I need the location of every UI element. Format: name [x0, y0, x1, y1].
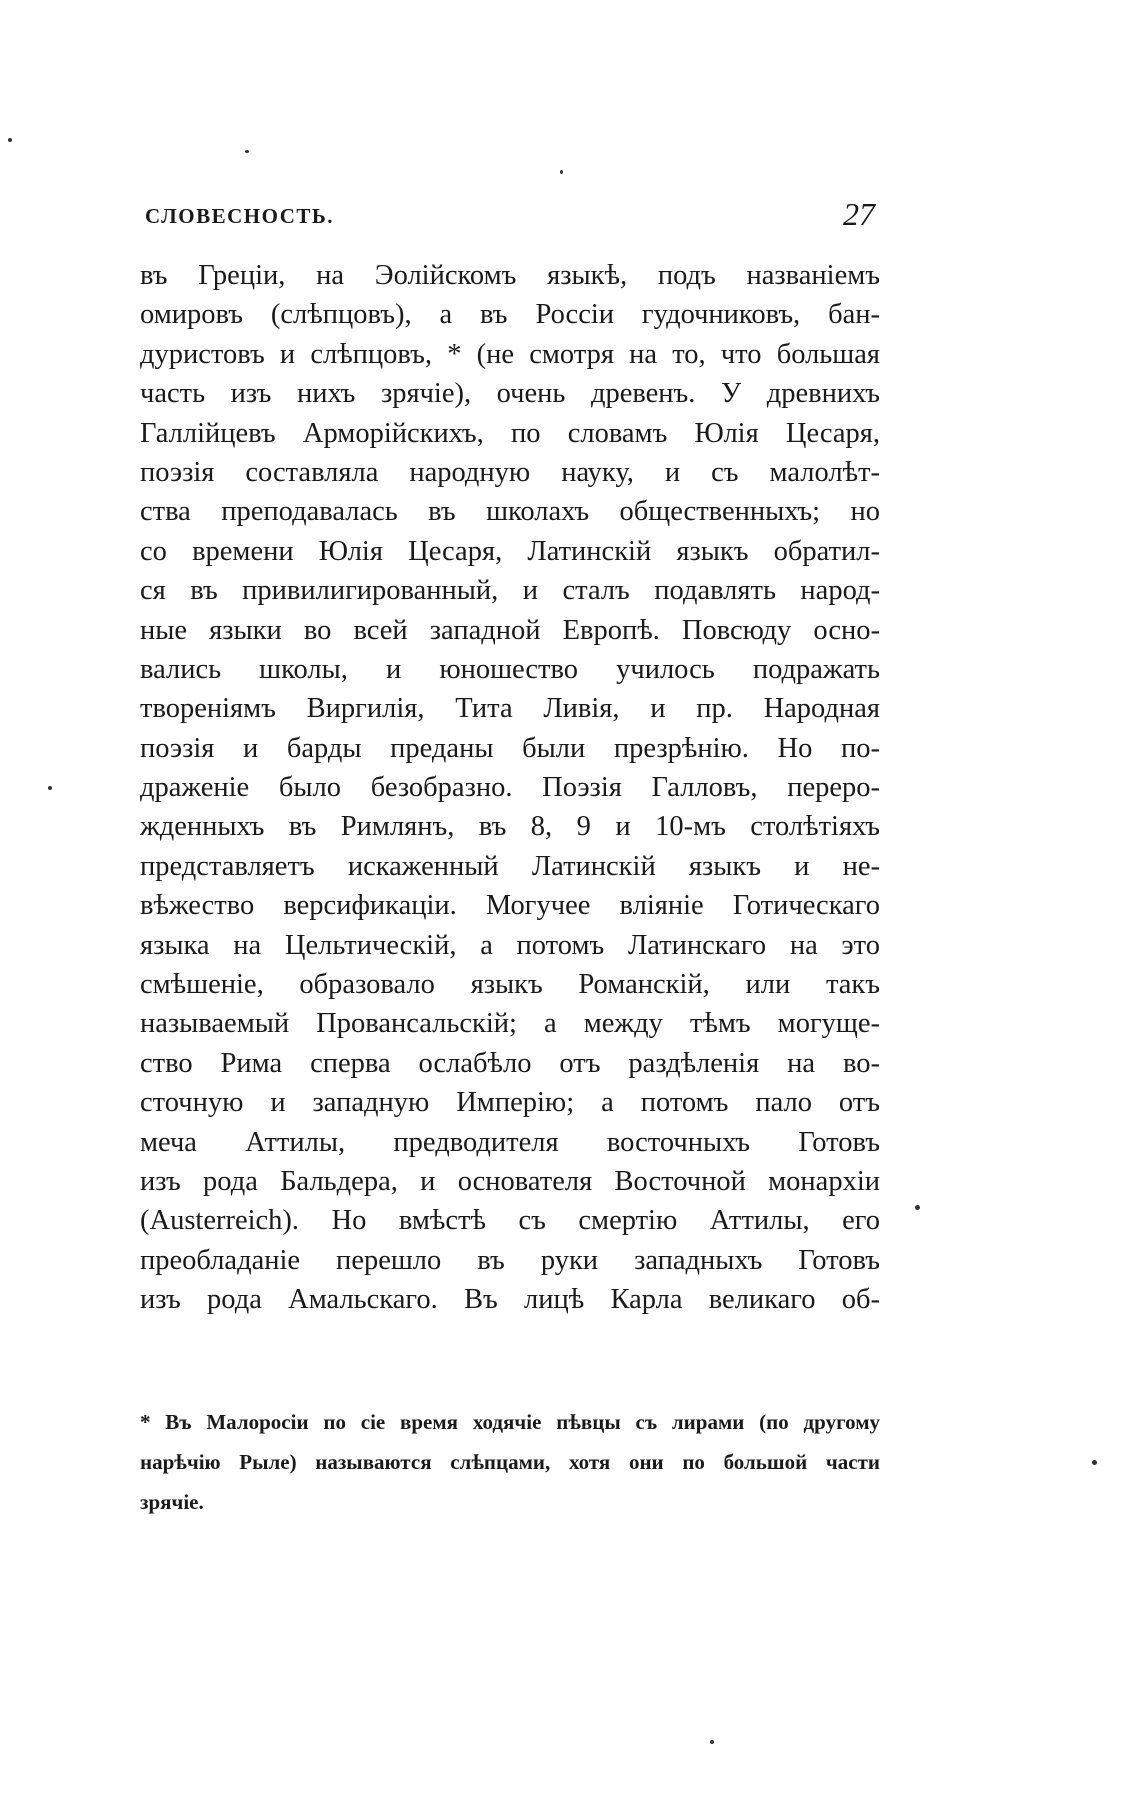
text-line: ные языки во всей западной Европѣ. Повсюду осно-	[140, 614, 880, 646]
text-line: представляетъ искаженный Латинскій языкъ и не-	[140, 850, 880, 882]
scan-speck	[915, 1205, 920, 1210]
scan-speck	[48, 786, 52, 790]
footnote	[140, 1402, 880, 1522]
text-line: твореніямъ Виргилія, Тита Ливія, и пр. Народная	[140, 693, 880, 725]
text-line: сточную и западную Имперію; а потомъ пало отъ	[140, 1087, 880, 1119]
text-line: преобладаніе перешло въ руки западныхъ Готовъ	[140, 1244, 880, 1276]
text-line: ся въ привилигированный, и сталъ подавлять народ-	[140, 575, 880, 607]
text-line: изъ рода Амальскаго. Въ лицѣ Карла великаго об-	[140, 1284, 880, 1316]
scan-speck	[245, 150, 249, 153]
text-line: ства преподавалась въ школахъ общественныхъ; но	[140, 496, 880, 528]
text-line: поэзія и барды преданы были презрѣнію. Но по-	[140, 732, 880, 764]
text-line: изъ рода Бальдера, и основателя Восточной монархіи	[140, 1165, 880, 1197]
scan-speck	[1092, 1460, 1097, 1465]
body-text	[140, 256, 880, 1320]
text-line: смѣшеніе, образовало языкъ Романскій, или такъ	[140, 969, 880, 1001]
text-line: ство Рима сперва ослабѣло отъ раздѣленія на во-	[140, 1047, 880, 1079]
running-head	[145, 196, 875, 236]
text-line: омировъ (слѣпцовъ), а въ Россіи гудочниковъ, бан-	[140, 299, 880, 331]
text-line: въ Греціи, на Эолійскомъ языкѣ, подъ названіемъ	[140, 260, 880, 291]
footnote-line: нарѣчію Рыле) называются слѣпцами, хотя они по большой части	[140, 1450, 880, 1474]
text-line: драженіе было безобразно. Поэзія Галловъ, переро-	[140, 772, 880, 804]
running-title: СЛОВЕСНОСТЬ.	[145, 204, 335, 228]
text-line: называемый Провансальскій; а между тѣмъ могуще-	[140, 1008, 880, 1040]
text-line: (Austerreich). Но вмѣстѣ съ смертію Аттилы, его	[140, 1205, 880, 1237]
scan-speck	[710, 1740, 714, 1744]
text-line: вѣжество версификаціи. Могучее вліяніе Готическаго	[140, 890, 880, 922]
page-number: 27	[843, 196, 875, 232]
text-line: поэзія составляла народную науку, и съ малолѣт-	[140, 456, 880, 488]
text-line: вались школы, и юношество училось подражать	[140, 653, 880, 685]
scan-speck	[560, 170, 563, 174]
text-line: дуристовъ и слѣпцовъ, * (не смотря на то, что большая	[140, 338, 880, 370]
text-line: меча Аттилы, предводителя восточныхъ Готовъ	[140, 1126, 880, 1158]
text-line: часть изъ нихъ зрячіе), очень древенъ. У древнихъ	[140, 378, 880, 410]
text-line: Галлійцевъ Арморійскихъ, по словамъ Юлія Цесаря,	[140, 417, 880, 449]
text-line: со времени Юлія Цесаря, Латинскій языкъ обратил-	[140, 535, 880, 567]
footnote-line: зрячіе.	[140, 1490, 204, 1514]
scan-speck	[8, 138, 12, 142]
footnote-line: * Въ Малоросіи по сіе время ходячіе пѣвцы съ лирами (по другому	[140, 1410, 880, 1434]
text-line: языка на Цельтическій, а потомъ Латинскаго на это	[140, 929, 880, 961]
text-line: жденныхъ въ Римлянъ, въ 8, 9 и 10-мъ столѣтіяхъ	[140, 811, 880, 843]
